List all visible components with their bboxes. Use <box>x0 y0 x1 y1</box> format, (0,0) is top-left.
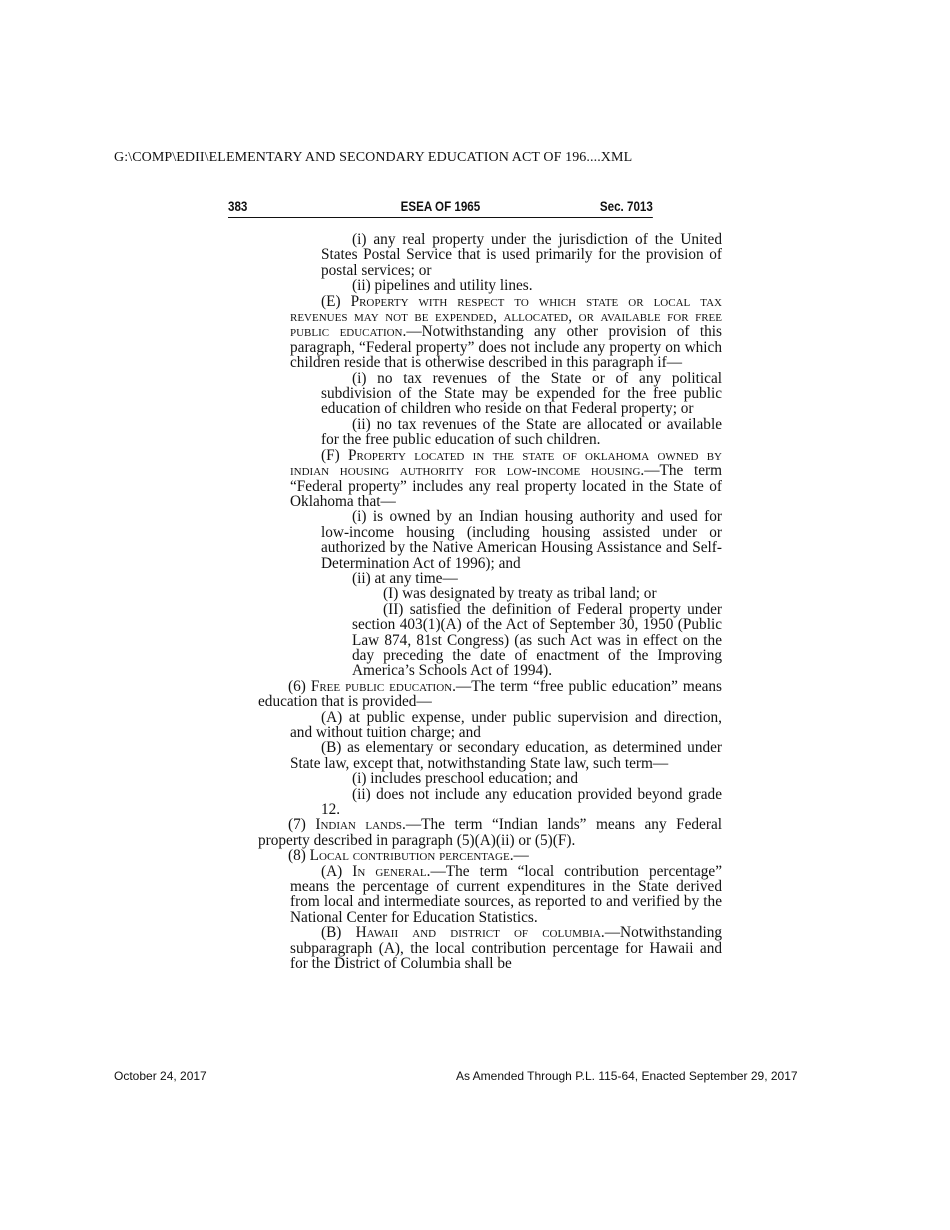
paragraph-heading: Free public education. <box>310 677 456 695</box>
page-number: 383 <box>228 199 248 214</box>
clause-ii-pipelines: (ii) pipelines and utility lines. <box>352 277 533 295</box>
running-head <box>228 199 653 218</box>
clause-i-preschool: (i) includes preschool education; and <box>352 770 578 788</box>
section-number: Sec. 7013 <box>599 199 653 214</box>
subparagraph-a-public-expense: (A) at public expense, under public supervision and direction, and without tuition charge; and <box>290 708 722 741</box>
subparagraph-f: (F) Property located in the state of oklahoma owned by indian housing authority for low-income housing.—The term “Federal property” includes any real property located in the State of Oklahoma that— <box>290 446 722 510</box>
clause-ii-grade-12: (ii) does not include any education provided beyond grade 12. <box>321 785 722 819</box>
subparagraph-a-in-general: (A) In general.—The term “local contribution percentage” means the percentage of current expenditures in the State derived from local and intermediate sources, as reported to and verified by the National Center for Education Statistics. <box>290 862 723 926</box>
file-path: G:\COMP\EDII\ELEMENTARY AND SECONDARY EDUCATION ACT OF 196....XML <box>114 150 633 165</box>
subclause-i-treaty: (I) was designated by treaty as tribal land; or <box>383 585 657 603</box>
clause-i-postal: (i) any real property under the jurisdiction of the United States Postal Service that is used primarily for the provision of postal services; or <box>321 231 722 279</box>
clause-i-tax-revenues: (i) no tax revenues of the State or of any political subdivision of the State may be expended for the free public education of children who reside on that Federal property; or <box>321 369 722 418</box>
subparagraph-heading: Property with respect to which state or local tax revenues may not be expended, allocated, or available for free public education. <box>290 292 723 341</box>
clause-ii-at-any-time: (ii) at any time— <box>352 569 458 587</box>
subparagraph-heading: In general. <box>352 862 431 880</box>
clause-i-indian-housing: (i) is owned by an Indian housing authority and used for low-income housing (including housing assisted under or authorized by the Native American Housing Assistance and Self-Determination Act of 1996); and <box>321 508 722 572</box>
act-title: ESEA OF 1965 <box>400 199 481 214</box>
paragraph-7: (7) Indian lands.—The term “Indian lands” means any Federal property described in paragraph (5)(A)(ii) or (5)(F). <box>258 816 722 849</box>
subparagraph-e: (E) Property with respect to which state or local tax revenues may not be expended, allocated, or available for free public education.—Notwithstanding any other provision of this paragraph, “Federal property” does not include any property on which children reside that is otherwise described in this paragraph if— <box>290 292 723 372</box>
paragraph-heading: Local contribution percentage. <box>309 847 514 865</box>
subparagraph-b-hawaii: (B) Hawaii and district of columbia.—Notwithstanding subparagraph (A), the local contribution percentage for Hawaii and for the District of Columbia shall be <box>290 924 722 973</box>
footer-amended: As Amended Through P.L. 115-64, Enacted September 29, 2017 <box>456 1069 798 1083</box>
clause-ii-tax-revenues: (ii) no tax revenues of the State are allocated or available for the free public education of such children. <box>321 415 722 449</box>
paragraph-8: (8) Local contribution percentage.— <box>288 847 529 865</box>
subparagraph-heading: Hawaii and district of columbia. <box>355 924 605 942</box>
statute-body <box>258 232 722 972</box>
subparagraph-heading: Property located in the state of oklahoma owned by indian housing authority for low-income housing. <box>290 446 722 480</box>
footer-date: October 24, 2017 <box>114 1069 207 1083</box>
subclause-ii-definition: (II) satisfied the definition of Federal property under section 403(1)(A) of the Act of September 30, 1950 (Public Law 874, 81st Congress) (as such Act was in effect on the day preceding the date of enactment of the Improving America’s Schools Act of 1994). <box>352 600 722 680</box>
subparagraph-b-elementary: (B) as elementary or secondary education, as determined under State law, except that, notwithstanding State law, such term— <box>290 739 722 772</box>
paragraph-6: (6) Free public education.—The term “free public education” means education that is provided— <box>258 677 722 711</box>
paragraph-heading: Indian lands. <box>315 816 406 834</box>
